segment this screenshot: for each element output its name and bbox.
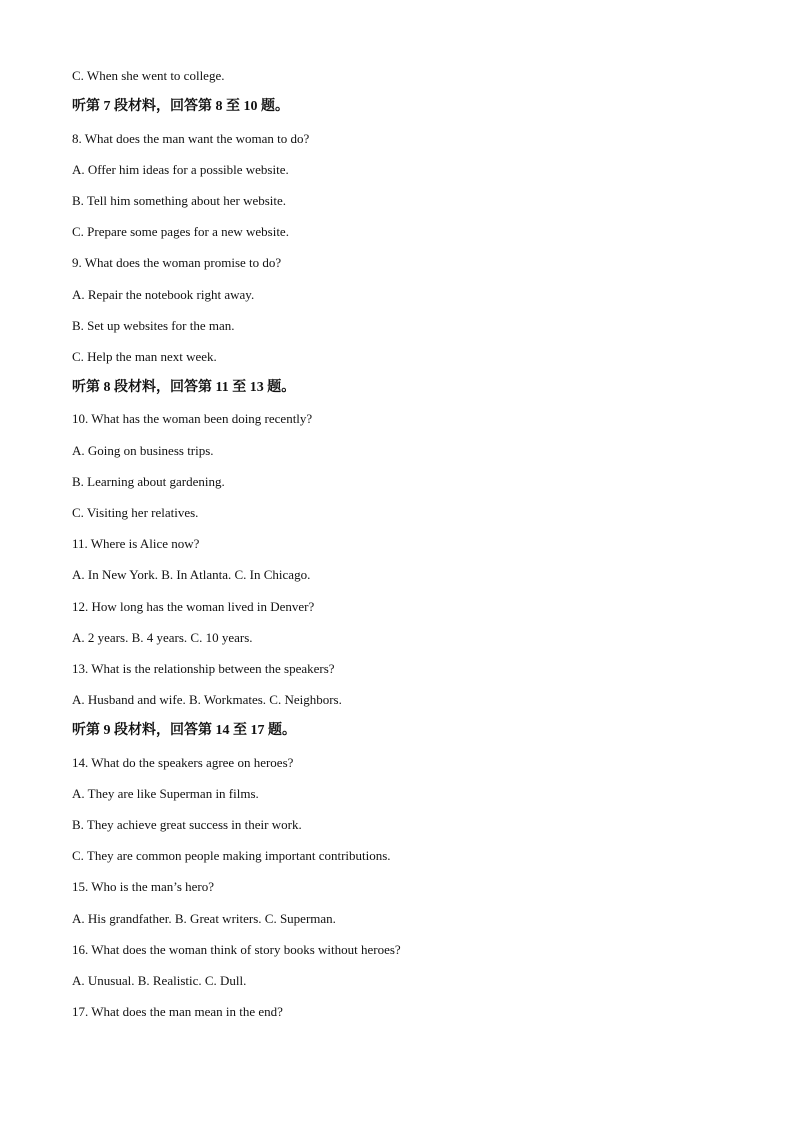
question-line: 11. Where is Alice now? xyxy=(72,536,200,551)
question-line: 13. What is the relationship between the speakers? xyxy=(72,661,335,676)
option-line: B. They achieve great success in their work. xyxy=(72,817,302,832)
option-line: A. Offer him ideas for a possible website. xyxy=(72,162,289,177)
option-line: A. His grandfather. B. Great writers. C. Superman. xyxy=(72,911,336,926)
option-line: A. 2 years. B. 4 years. C. 10 years. xyxy=(72,630,253,645)
option-line: C. Visiting her relatives. xyxy=(72,505,199,520)
option-line: C. When she went to college. xyxy=(72,68,225,83)
option-line: C. Prepare some pages for a new website. xyxy=(72,224,289,239)
question-line: 10. What has the woman been doing recently? xyxy=(72,411,313,426)
section-heading: 听第 7 段材料，回答第 8 至 10 题。 xyxy=(72,99,289,114)
question-line: 16. What does the woman think of story books without heroes? xyxy=(72,942,401,957)
section-heading: 听第 8 段材料，回答第 11 至 13 题。 xyxy=(72,380,296,395)
option-line: A. Going on business trips. xyxy=(72,443,214,458)
option-line: B. Learning about gardening. xyxy=(72,474,225,489)
option-line: C. They are common people making important contributions. xyxy=(72,848,391,863)
option-line: A. In New York. B. In Atlanta. C. In Chicago. xyxy=(72,567,311,582)
option-line: C. Help the man next week. xyxy=(72,349,217,364)
option-line: A. Unusual. B. Realistic. C. Dull. xyxy=(72,973,247,988)
question-line: 15. Who is the man’s hero? xyxy=(72,879,215,894)
option-line: A. Husband and wife. B. Workmates. C. Neighbors. xyxy=(72,692,342,707)
question-line: 12. How long has the woman lived in Denver? xyxy=(72,599,315,614)
section-heading: 听第 9 段材料，回答第 14 至 17 题。 xyxy=(72,723,296,738)
question-line: 17. What does the man mean in the end? xyxy=(72,1004,283,1019)
question-line: 14. What do the speakers agree on heroes? xyxy=(72,755,294,770)
question-line: 9. What does the woman promise to do? xyxy=(72,255,282,270)
option-line: A. They are like Superman in films. xyxy=(72,786,259,801)
option-line: A. Repair the notebook right away. xyxy=(72,287,255,302)
option-line: B. Tell him something about her website. xyxy=(72,193,287,208)
option-line: B. Set up websites for the man. xyxy=(72,318,235,333)
question-line: 8. What does the man want the woman to do? xyxy=(72,131,310,146)
